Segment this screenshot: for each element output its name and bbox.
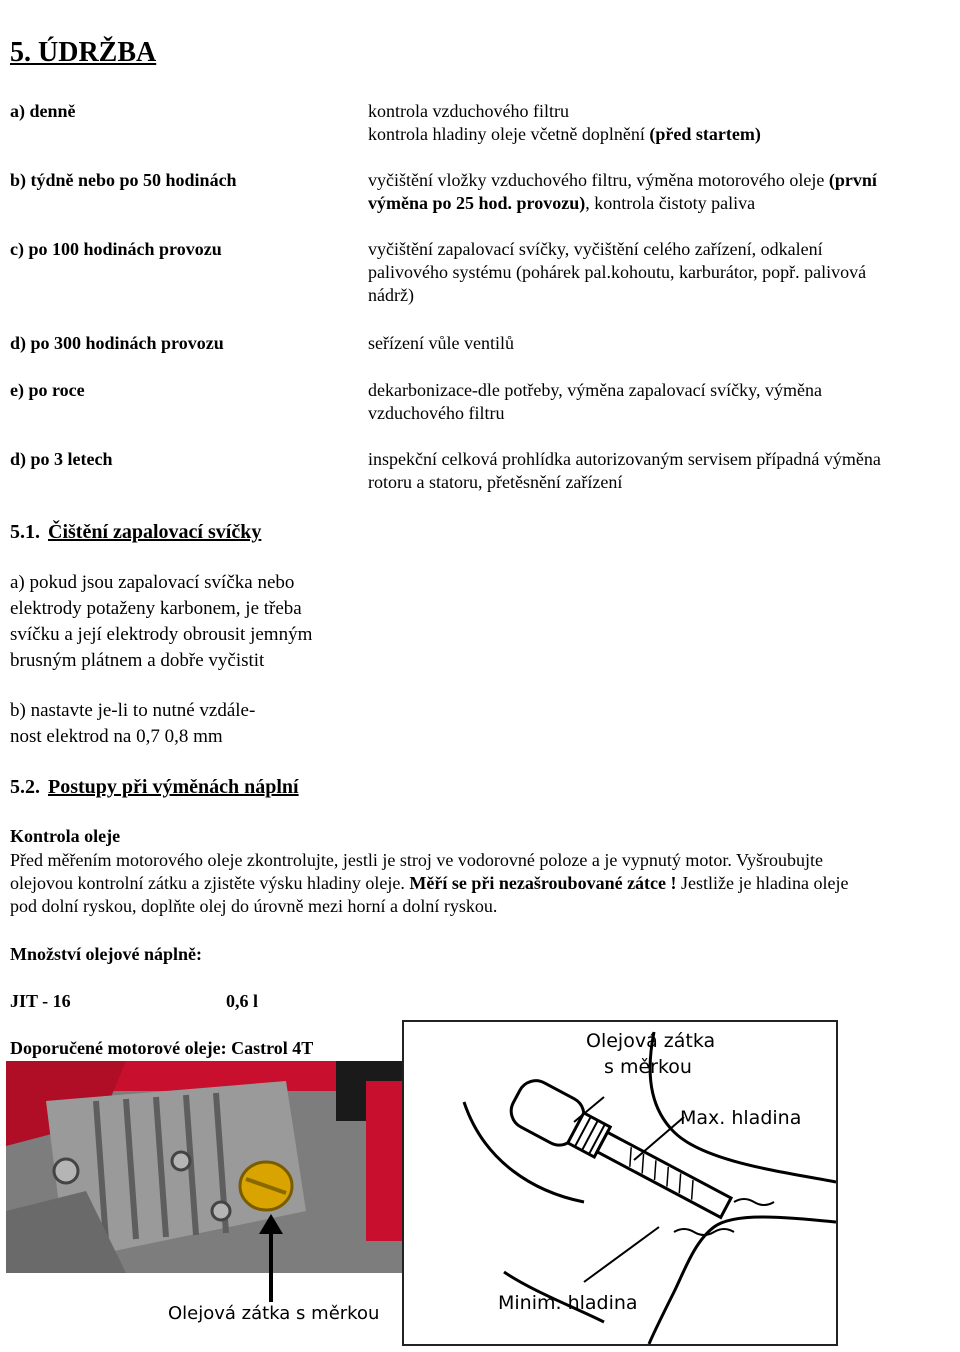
photo-caption: Olejová zátka s měrkou [168,1303,380,1324]
diagram-label-plug-2: s měrkou [604,1056,692,1078]
text-run: palivového systému (pohárek pal.kohoutu, karburátor, popř. palivová [368,262,867,282]
section-5-2-heading [10,774,299,800]
schedule-task-line [368,261,953,284]
engine-model: JIT - 16 [10,991,71,1011]
text-run: (před startem) [649,124,761,144]
diagram-label-max: Max. hladina [680,1107,802,1129]
spark-plug-paragraph-a [10,570,312,674]
spark-plug-paragraph-b [10,698,255,750]
recommended-oils: Doporučené motorové oleje: Castrol 4T [10,1038,314,1058]
text-run: rotoru a statoru, přetěsnění zařízení [368,472,623,492]
section-title: Čištění zapalovací svíčky [48,521,262,543]
text-run: olejovou kontrolní zátku a zjistěte výsku hladiny oleje. [10,873,410,893]
section-title: Postupy při výměnách náplní [48,776,299,798]
schedule-task-line [368,192,953,215]
text-run: výměna po 25 hod. provozu) [368,193,586,213]
page-title: 5. ÚDRŽBA [10,37,157,68]
schedule-task-text [368,100,953,146]
schedule-task-text [368,238,953,307]
oil-check-paragraph [10,849,955,918]
schedule-task-line [368,123,953,146]
diagram-label-plug-1: Olejová zátka [586,1030,716,1052]
paragraph-line: brusným plátnem a dobře vyčistit [10,650,265,671]
schedule-task-text [368,379,953,425]
schedule-task-line [368,238,953,261]
schedule-task-line [368,448,953,471]
text-run: (první [828,170,877,190]
schedule-interval-label: d) po 3 letech [10,449,113,469]
oil-check-line [10,849,955,872]
paragraph-line: a) pokud jsou zapalovací svíčka nebo [10,572,295,593]
text-run: nádrž) [368,285,414,305]
text-run: inspekční celková prohlídka autorizovaným servisem případná výměna [368,449,881,469]
paragraph-line: nost elektrod na 0,7 0,8 mm [10,726,223,747]
text-run: , kontrola čistoty paliva [585,193,756,213]
paragraph-line: svíčku a její elektrody obrousit jemným [10,624,313,645]
paragraph-line: elektrody potaženy karbonem, je třeba [10,598,302,619]
schedule-task-line [368,169,953,192]
schedule-interval-label: d) po 300 hodinách provozu [10,333,224,353]
schedule-task-text [368,169,953,215]
oil-check-line [10,895,955,918]
text-run: Jestliže je hladina oleje [676,873,849,893]
section-number: 5.1. [10,521,40,543]
arrow-icon [256,1214,286,1304]
schedule-task-line [368,379,953,402]
schedule-interval-label: c) po 100 hodinách provozu [10,239,222,259]
oil-check-line [10,872,955,895]
text-run: vyčištění zapalovací svíčky, vyčištění celého zařízení, odkalení [368,239,823,259]
schedule-task-line [368,402,953,425]
oil-check-title: Kontrola oleje [10,826,121,846]
schedule-task-text [368,448,953,494]
schedule-interval-label: e) po roce [10,380,85,400]
text-run: Před měřením motorového oleje zkontrolujte, jestli je stroj ve vodorovné poloze a je vypnutý motor. Vyšroubujte [10,850,824,870]
engine-photo [6,1061,410,1273]
text-run: Měří se při nezašroubované zátce ! [409,873,677,893]
text-run: vzduchového filtru [368,403,505,423]
schedule-task-line [368,471,953,494]
schedule-interval-label: a) denně [10,101,76,121]
text-run: seřízení vůle ventilů [368,333,514,353]
text-run: pod dolní ryskou, doplňte olej do úrovně mezi horní a dolní ryskou. [10,896,498,916]
section-5-1-heading [10,519,261,545]
schedule-task-line [368,284,953,307]
oil-fill-title: Množství olejové náplně: [10,944,202,964]
text-run: kontrola hladiny oleje včetně doplnění [368,124,650,144]
text-run: vyčištění vložky vzduchového filtru, výměna motorového oleje [368,170,829,190]
section-number: 5.2. [10,776,40,798]
schedule-interval-label: b) týdně nebo po 50 hodinách [10,170,237,190]
diagram-label-min: Minim. hladina [498,1292,638,1314]
dipstick-diagram [402,1020,838,1346]
paragraph-line: b) nastavte je-li to nutné vzdále- [10,700,256,721]
schedule-task-line [368,100,953,123]
schedule-task-text [368,332,953,355]
oil-amount: 0,6 l [226,991,259,1011]
text-run: kontrola vzduchového filtru [368,101,569,121]
schedule-task-line [368,332,953,355]
text-run: dekarbonizace-dle potřeby, výměna zapalovací svíčky, výměna [368,380,822,400]
